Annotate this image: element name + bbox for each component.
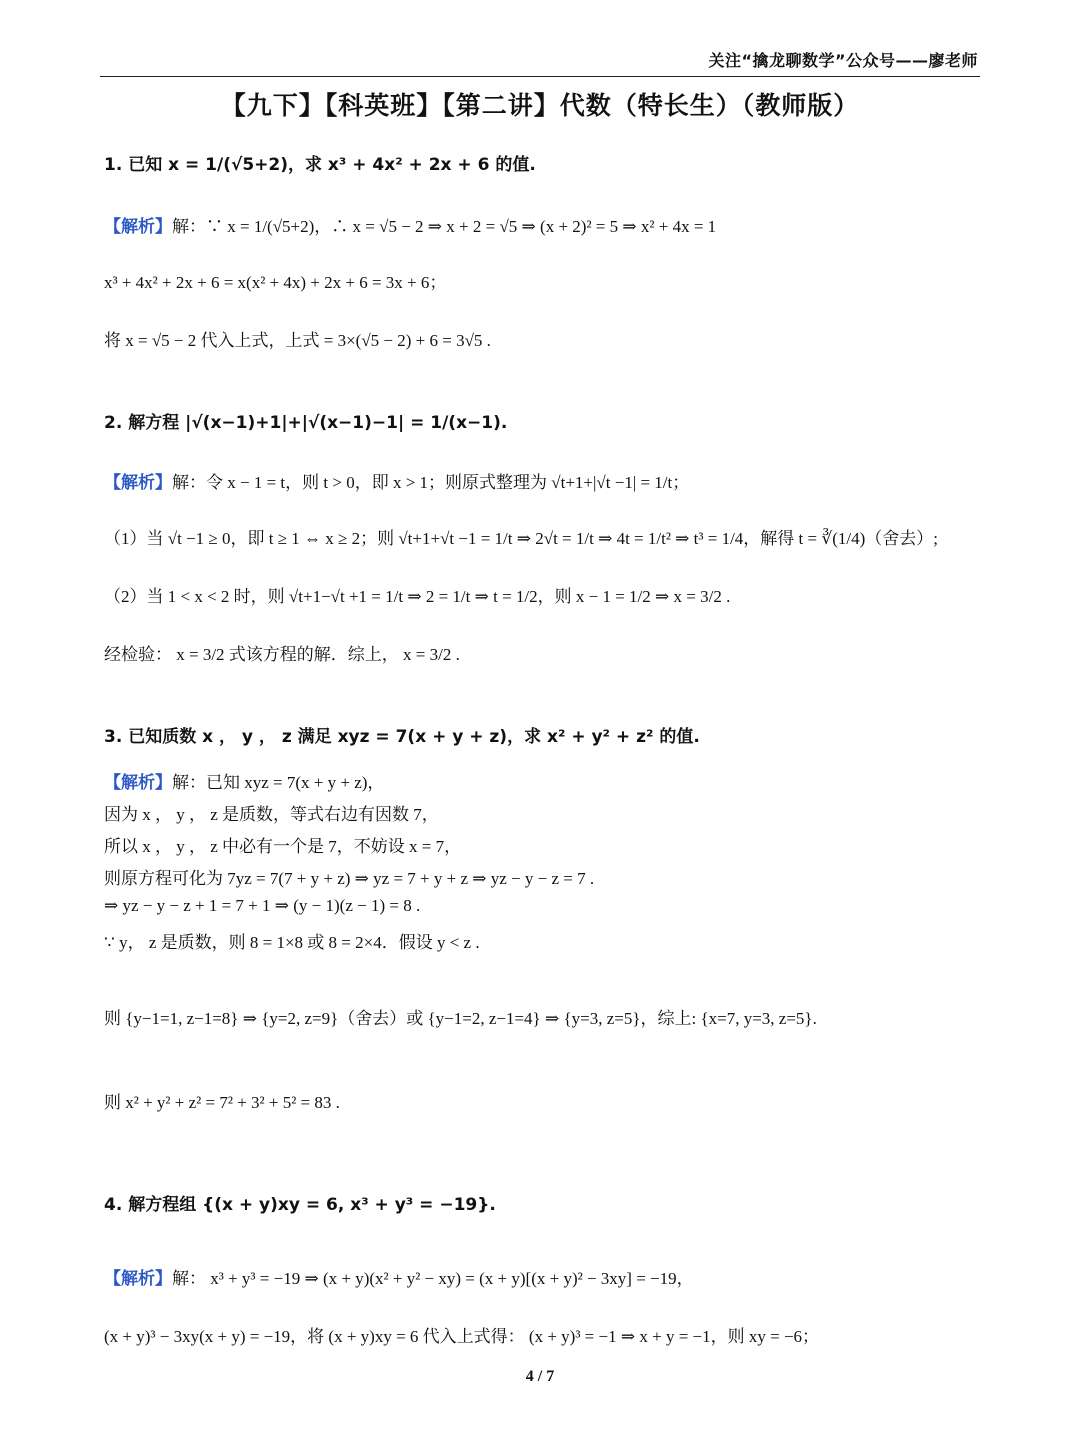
q1-s3-line	[104, 326, 491, 351]
solution-text: x³ + 4x² + 2x + 6 = x(x² + 4x) + 2x + 6 = 3x + 6；	[104, 273, 447, 292]
analysis-tag: 【解析】	[104, 217, 172, 237]
question-text: 1. 已知 x = 1/(√5+2)，求 x³ + 4x² + 2x + 6 的值.	[104, 155, 536, 175]
analysis-tag: 【解析】	[104, 1269, 172, 1289]
analysis-tag: 【解析】	[104, 473, 172, 493]
solution-text: 所以 x ， y ， z 中必有一个是 7，不妨设 x = 7，	[104, 837, 462, 856]
solution-text: 将 x = √5 − 2 代入上式，上式 = 3×(√5 − 2) + 6 = 3√5 .	[104, 331, 491, 350]
solution-text: ⇒ yz − y − z + 1 = 7 + 1 ⇒ (y − 1)(z − 1) = 8 .	[104, 896, 421, 915]
solution-text: 则原方程可化为 7yz = 7(7 + y + z) ⇒ yz = 7 + y + z ⇒ yz − y − z = 7 .	[104, 869, 595, 888]
solution-text: 解：∵ x = 1/(√5+2)，∴ x = √5 − 2 ⇒ x + 2 = √5 ⇒ (x + 2)² = 5 ⇒ x² + 4x = 1	[172, 217, 717, 236]
page-number: 4 / 7	[525, 1368, 555, 1385]
page-title: 【九下】【科英班】【第二讲】代数（特长生）（教师版）	[220, 91, 860, 120]
header-note: 关注“擒龙聊数学”公众号——廖老师	[708, 51, 978, 70]
solution-text: 经检验： x = 3/2 式该方程的解．综上， x = 3/2 .	[104, 645, 460, 664]
solution-text: 因为 x ， y ， z 是质数，等式右边有因数 7，	[104, 805, 439, 824]
q3-s3-line	[104, 832, 461, 857]
header-rule	[100, 76, 980, 77]
q3-s7-line	[104, 1004, 817, 1029]
q4-s2-line	[104, 1322, 819, 1347]
q4-s1-line	[104, 1264, 694, 1289]
q3-s6-line	[104, 928, 480, 953]
analysis-tag: 【解析】	[104, 773, 172, 793]
q2-line	[104, 408, 507, 433]
solution-text: 解：已知 xyz = 7(x + y + z)，	[172, 773, 385, 792]
solution-text: （2）当 1 < x < 2 时，则 √t+1−√t +1 = 1/t ⇒ 2 = 1/t ⇒ t = 1/2，则 x − 1 = 1/2 ⇒ x = 3/2 .	[104, 587, 731, 606]
q1-line	[104, 150, 536, 175]
solution-text: （1）当 √t −1 ≥ 0，即 t ≥ 1 ⇔ x ≥ 2；则 √t+1+√t −1 = 1/t ⇒ 2√t = 1/t ⇒ 4t = 1/t² ⇒ t³ = 1/4，解得 t = ∛(1/4)（舍去）;	[104, 529, 938, 548]
q3-s8-line	[104, 1088, 340, 1113]
q3-line	[104, 722, 700, 747]
question-text: 2. 解方程 |√(x−1)+1|+|√(x−1)−1| = 1/(x−1).	[104, 413, 508, 433]
solution-text: (x + y)³ − 3xy(x + y) = −19，将 (x + y)xy = 6 代入上式得： (x + y)³ = −1 ⇒ x + y = −1，则 xy = −6；	[104, 1327, 820, 1346]
q3-s4-line	[104, 864, 594, 889]
q1-s2-line	[104, 268, 446, 293]
question-text: 3. 已知质数 x ， y ， z 满足 xyz = 7(x + y + z)，求 x² + y² + z² 的值.	[104, 727, 700, 747]
q2-s3-line	[104, 582, 730, 607]
q3-s2-line	[104, 800, 439, 825]
solution-text: 则 {y−1=1, z−1=8} ⇒ {y=2, z=9}（舍去）或 {y−1=2, z−1=4} ⇒ {y=3, z=5}，综上: {x=7, y=3, z=5}.	[104, 1009, 817, 1028]
q3-s5-line	[104, 896, 420, 916]
q4-line	[104, 1190, 496, 1215]
question-text: 4. 解方程组 {(x + y)xy = 6, x³ + y³ = −19}.	[104, 1195, 496, 1215]
solution-text: 则 x² + y² + z² = 7² + 3² + 5² = 83 .	[104, 1093, 340, 1112]
solution-text: 解：令 x − 1 = t，则 t > 0，即 x > 1；则原式整理为 √t+1+|√t −1| = 1/t；	[172, 473, 690, 492]
q1-s1-line	[104, 212, 716, 237]
q2-s2-line	[104, 524, 938, 549]
q2-s4-line	[104, 640, 460, 665]
q2-s1-line	[104, 468, 689, 493]
q3-s1-line	[104, 768, 384, 793]
solution-text: ∵ y， z 是质数，则 8 = 1×8 或 8 = 2×4．假设 y < z .	[104, 933, 480, 952]
solution-text: 解： x³ + y³ = −19 ⇒ (x + y)(x² + y² − xy) = (x + y)[(x + y)² − 3xy] = −19，	[172, 1269, 694, 1288]
